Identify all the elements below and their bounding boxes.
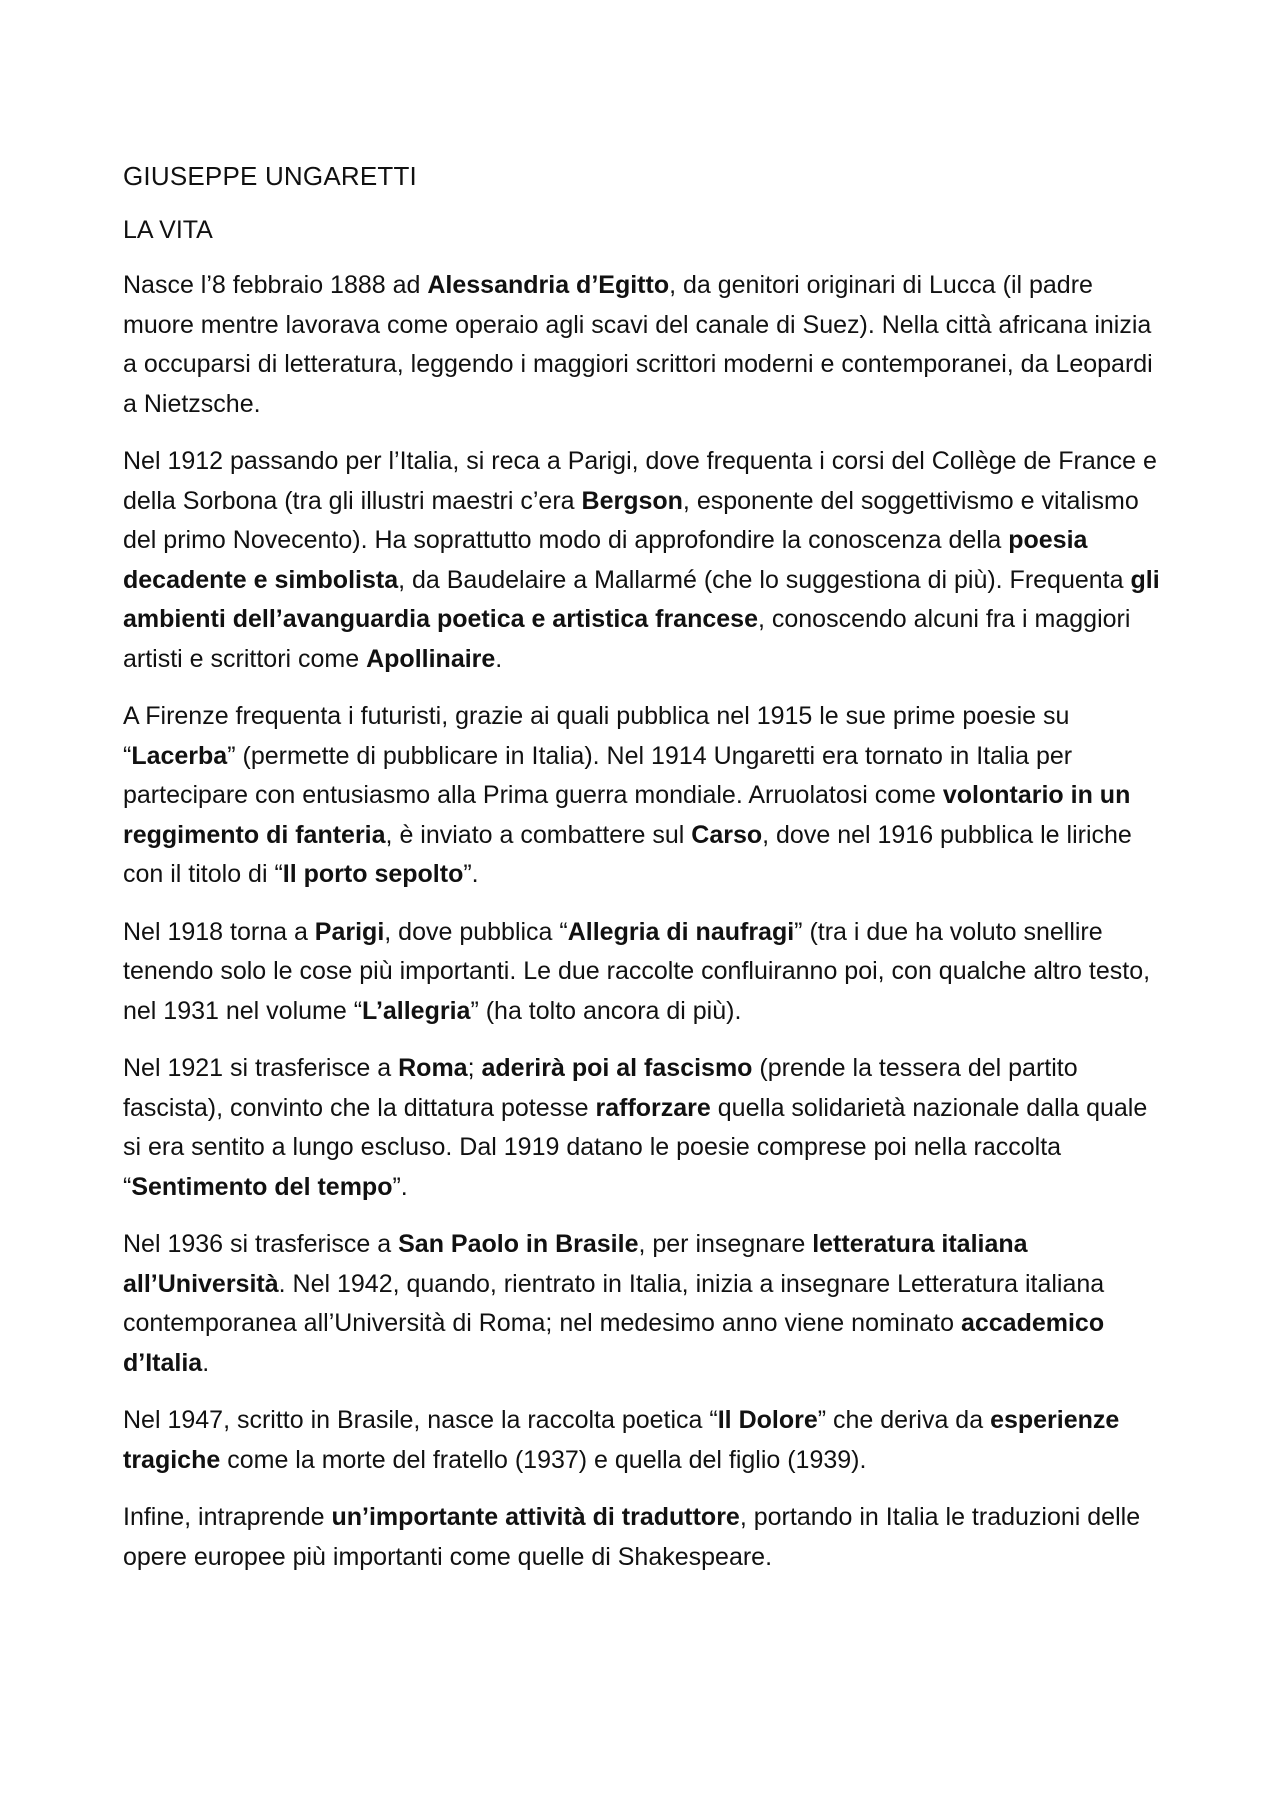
paragraph <box>123 1401 1163 1480</box>
text-run: , dove pubblica “ <box>384 917 568 946</box>
bold-text: esperienze tragiche <box>123 1406 1120 1474</box>
text-run: Infine, intraprende <box>123 1503 332 1531</box>
text-run: come la morte del fratello (1937) e quella del figlio (1939). <box>220 1445 867 1474</box>
text-run: Nel 1947, scritto in Brasile, nasce la raccolta poetica “ <box>123 1406 718 1434</box>
section-heading: LA VITA <box>123 216 213 244</box>
bold-text: Apollinaire <box>366 644 496 673</box>
paragraph <box>123 913 1163 1032</box>
bold-text: gli ambienti dell’avanguardia poetica e artistica francese <box>123 565 1160 633</box>
text-run: . <box>202 1348 210 1377</box>
text-run: , per insegnare <box>638 1230 813 1258</box>
paragraph <box>123 697 1163 895</box>
document-page <box>123 158 1163 1595</box>
paragraph <box>123 1049 1163 1207</box>
text-run: Nel 1921 si trasferisce a <box>123 1054 399 1082</box>
text-run: , esponente del soggettivismo e vitalismo del primo Novecento). Ha soprattutto modo di approfondire la conoscenza della <box>123 486 1139 554</box>
text-run: Nel 1936 si trasferisce a <box>123 1230 399 1258</box>
bold-text: L’allegria <box>362 996 471 1025</box>
bold-text: Bergson <box>581 486 683 515</box>
text-run: A Firenze frequenta i futuristi, grazie ai quali pubblica nel 1915 le sue prime poesie su “ <box>123 702 1070 770</box>
text-run: . Nel 1942, quando, rientrato in Italia, inizia a insegnare Letteratura italiana contemporanea all’Università di Roma; nel medesimo anno viene nominato <box>123 1269 1105 1337</box>
bold-text: Lacerba <box>131 741 228 770</box>
bold-text: letteratura italiana all’Università <box>123 1230 1028 1298</box>
bold-text: Carso <box>691 820 763 849</box>
bold-text: aderirà poi al fascismo <box>481 1054 753 1082</box>
text-run: ”. <box>392 1172 408 1201</box>
text-run: Nel 1912 passando per l’Italia, si reca a Parigi, dove frequenta i corsi del Collège de France e della Sorbona (tra gli illustri maestri c’era <box>123 447 1157 515</box>
paragraph <box>123 442 1163 679</box>
text-run: ”. <box>463 860 479 888</box>
text-run: , portando in Italia le traduzioni delle opere europee più importanti come quelle di Shakespeare. <box>123 1503 1141 1571</box>
text-run: . <box>495 644 503 673</box>
bold-text: volontario in un reggimento di fanteria <box>123 781 1131 849</box>
text-run: Nel 1918 torna a <box>123 917 315 946</box>
text-run: (prende la tessera del partito fascista), convinto che la dittatura potesse <box>123 1054 1078 1122</box>
text-run: Nasce l’8 febbraio 1888 ad <box>123 271 428 299</box>
bold-text: Sentimento del tempo <box>131 1172 393 1201</box>
bold-text: accademico d’Italia <box>123 1309 1105 1377</box>
text-run: , dove nel 1916 pubblica le liriche con il titolo di “ <box>123 820 1132 888</box>
paragraph <box>123 266 1163 424</box>
bold-text: Alessandria d’Egitto <box>427 271 670 299</box>
text-run: ” (ha tolto ancora di più). <box>470 996 742 1025</box>
bold-text: San Paolo in Brasile <box>398 1230 639 1258</box>
bold-text: Il porto sepolto <box>282 860 464 888</box>
paragraph <box>123 1225 1163 1383</box>
text-run: , da Baudelaire a Mallarmé (che lo suggestiona di più). Frequenta <box>398 565 1131 594</box>
text-run: , è inviato a combattere sul <box>385 820 692 849</box>
text-run: quella solidarietà nazionale dalla quale si era sentito a lungo escluso. Dal 1919 datano le poesie comprese poi nella raccolta “ <box>123 1093 1148 1201</box>
text-run: ” che deriva da <box>817 1406 991 1434</box>
paragraphs <box>123 266 1163 1577</box>
paragraph <box>123 1498 1163 1577</box>
bold-text: Il Dolore <box>717 1406 818 1434</box>
text-run: , conoscendo alcuni fra i maggiori artisti e scrittori come <box>123 605 1131 673</box>
text-run: , da genitori originari di Lucca (il padre muore mentre lavorava come operaio agli scavi del canale di Suez). Nella città africana inizia a occuparsi di letteratura, leggendo i maggiori scrittori moderni e contemporanei, da Leopardi a Nietzsche. <box>123 271 1153 418</box>
document-title: GIUSEPPE UNGARETTI <box>123 161 417 191</box>
text-run: ” (tra i due ha voluto snellire tenendo solo le cose più importanti. Le due raccolte confluiranno poi, con qualche altro testo, nel 1931 nel volume “ <box>123 917 1151 1025</box>
text-run: ” (permette di pubblicare in Italia). Nel 1914 Ungaretti era tornato in Italia per partecipare con entusiasmo alla Prima guerra mondiale. Arruolatosi come <box>123 741 1073 809</box>
bold-text: un’importante attività di traduttore <box>331 1503 740 1531</box>
bold-text: Allegria di naufragi <box>567 917 795 946</box>
bold-text: Roma <box>398 1054 468 1082</box>
bold-text: Parigi <box>314 917 385 946</box>
bold-text: rafforzare <box>595 1093 711 1122</box>
text-run: ; <box>467 1054 482 1082</box>
bold-text: poesia decadente e simbolista <box>123 526 1088 594</box>
